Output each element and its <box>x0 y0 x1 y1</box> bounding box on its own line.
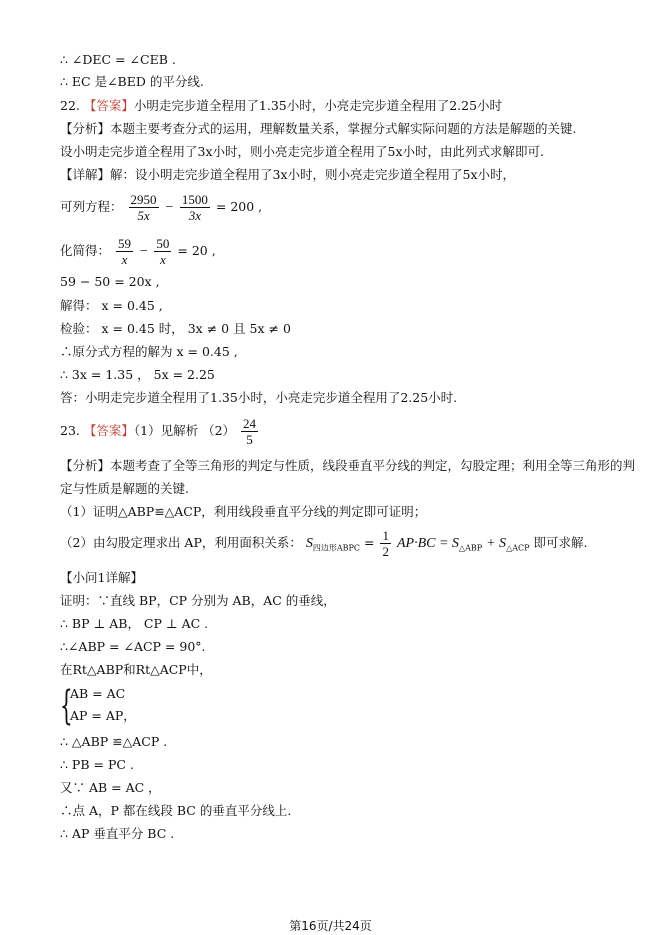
denominator: 3x <box>188 208 202 223</box>
values-line: ∴ 3x = 1.35 ， 5x = 2.25 <box>60 367 215 382</box>
numerator: 59 <box>118 236 131 251</box>
simplify-label: 化简得： <box>60 243 111 258</box>
fraction <box>129 192 159 223</box>
answer-tag: 【答案】 <box>83 423 134 438</box>
q22-setup: 设小明走完步道全程用了3x小时，则小亮走完步道全程用了5x小时，由此列式求解即可. <box>60 144 544 159</box>
proof-line-8: 又∵ AB = AC ， <box>60 780 161 795</box>
proof-line-4: 在Rt△ABP和Rt△ACP中， <box>60 662 212 677</box>
system-comma: ， <box>123 708 136 723</box>
system-eq-1: AB = AC <box>70 686 126 701</box>
equals: = <box>364 535 375 550</box>
denominator: 5 <box>246 432 253 447</box>
fraction <box>241 416 258 447</box>
area-subscript: 四边形ABPC <box>312 543 361 553</box>
fraction <box>154 236 171 267</box>
numerator: 1 <box>382 528 389 543</box>
q22-detail <box>60 167 515 183</box>
detail-tag: 【详解】 <box>60 167 111 182</box>
q23-analysis-1 <box>60 458 635 474</box>
solve-line: 解得： x = 0.45 , <box>60 298 163 313</box>
numerator: 24 <box>243 416 257 431</box>
analysis-tag: 【分析】 <box>60 458 111 473</box>
equation-3: 59 − 50 = 20x , <box>60 274 160 289</box>
check-line: 检验： x = 0.45 时， 3x ≠ 0 且 5x ≠ 0 <box>60 321 291 336</box>
hint2-tail: 即可求解. <box>533 535 588 550</box>
q22-final: 答：小明走完步道全程用了1.35小时，小亮走完步道全程用了2.25小时. <box>60 390 458 405</box>
q23-analysis-2: 定与性质是解题的关键. <box>60 481 189 496</box>
q22-analysis <box>60 121 577 137</box>
proof-line-2: ∴ BP ⊥ AB， CP ⊥ AC . <box>60 616 209 631</box>
proof-line-1: 证明：∵直线 BP，CP 分别为 AB，AC 的垂线， <box>60 593 336 608</box>
q23-answer <box>60 414 260 448</box>
fraction <box>380 528 391 559</box>
q22-detail-text: 解：设小明走完步道全程用了3x小时，则小亮走完步道全程用了5x小时， <box>110 167 516 182</box>
denominator: x <box>121 252 128 267</box>
q22-answer-text: 小明走完步道全程用了1.35小时，小亮走完步道全程用了2.25小时 <box>133 98 503 113</box>
fraction <box>180 192 210 223</box>
equation-1: 可列方程： $\frac{2950}{5x}$ − $\frac{1500}{3x}$ = 200 , <box>60 192 263 223</box>
proof-line-7: ∴ PB = PC . <box>60 757 134 772</box>
equation-rhs: = 200 , <box>215 199 263 214</box>
proof-line-3: ∴∠ABP = ∠ACP = 90°. <box>60 639 206 654</box>
analysis-tag: 【分析】 <box>60 121 111 136</box>
area-subscript: △ACP <box>506 543 530 553</box>
proof-line-6: ∴ △ABP ≌△ACP . <box>60 734 168 749</box>
area-subscript: △ABP <box>458 543 483 553</box>
numerator: 1500 <box>181 192 208 207</box>
hint2-lead: （2）由勾股定理求出 AP，利用面积关系： <box>60 535 302 550</box>
q22-answer <box>60 98 502 114</box>
area-expr: AP·BC = S <box>396 536 459 551</box>
denominator: x <box>160 252 166 267</box>
system-eq-2 <box>70 708 136 724</box>
equation-label: 可列方程： <box>60 199 123 214</box>
fraction <box>116 236 133 267</box>
proof-line-9: ∴点 A，P 都在线段 BC 的垂直平分线上. <box>60 803 292 818</box>
line-angle-eq: ∴ ∠DEC = ∠CEB . <box>60 52 176 67</box>
denominator: 2 <box>382 544 389 559</box>
system-brace: { <box>60 683 73 729</box>
line-bisector: ∴ EC 是∠BED 的平分线. <box>60 74 204 89</box>
q23-part1: （1）见解析 <box>133 423 199 438</box>
q23-part2: （2） <box>202 423 236 438</box>
numerator: 50 <box>156 236 170 251</box>
root-line: ∴原分式方程的解为 x = 0.45 , <box>60 344 238 359</box>
numerator: 2950 <box>130 192 157 207</box>
system-eq-2-text: AP = AP <box>70 708 124 723</box>
denominator: 5x <box>137 208 150 223</box>
q23-hint-1: （1）证明△ABP≌△ACP，利用线段垂直平分线的判定即可证明； <box>60 504 427 519</box>
area-symbol: S <box>305 536 313 551</box>
q23-number: 23. <box>60 423 80 438</box>
equation-2: 化简得： $\frac{59}{x}$ − $\frac{50}{x}$ = 20 , <box>60 236 216 267</box>
q22-analysis-text: 本题主要考查分式的运用，理解数量关系，掌握分式解实际问题的方法是解题的关键. <box>110 121 577 136</box>
sub-question-1-tag: 【小问1详解】 <box>60 570 143 585</box>
answer-tag: 【答案】 <box>83 98 134 113</box>
page-footer: 第16页/共24页 <box>289 919 372 933</box>
q23-analysis-text: 本题考查了全等三角形的判定与性质，线段垂直平分线的判定，勾股定理；利用全等三角形的判 <box>110 458 636 473</box>
q23-hint-2 <box>60 526 587 566</box>
proof-line-10: ∴ AP 垂直平分 BC . <box>60 826 175 841</box>
equation-rhs: = 20 , <box>177 243 216 258</box>
q22-number: 22. <box>60 98 80 113</box>
area-plus: + S <box>486 536 507 551</box>
